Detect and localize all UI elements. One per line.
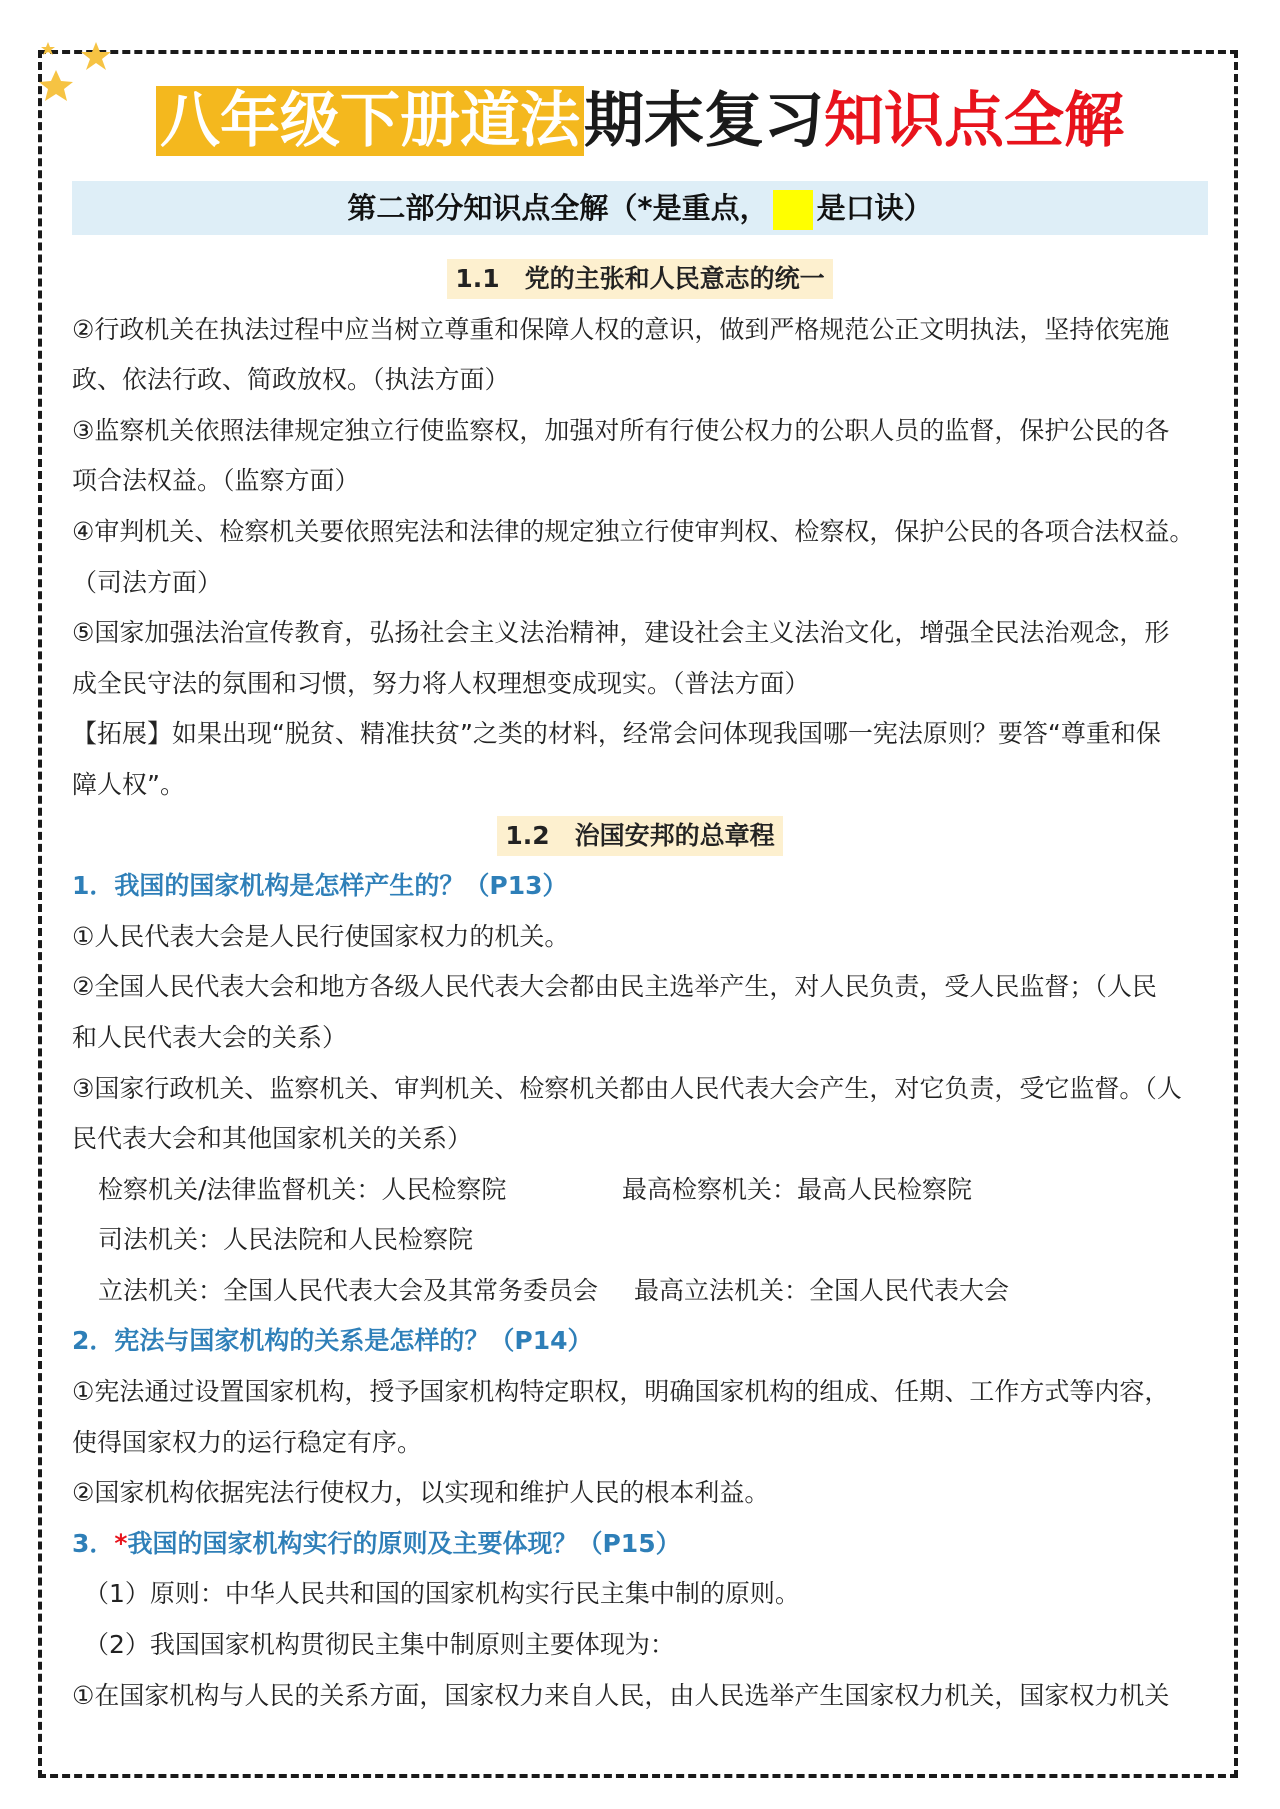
organ-item: 最高检察机关：最高人民检察院 (622, 1174, 973, 1204)
section-heading: 1.2 治国安邦的总章程 (72, 811, 1208, 862)
question-title: 3．*我国的国家机构实行的原则及主要体现？（P15） (72, 1528, 681, 1558)
paragraph-line: ③监察机关依照法律规定独立行使监察权，加强对所有行使公权力的公职人员的监督，保护公民的各 (72, 415, 1170, 445)
part-banner (72, 181, 1208, 235)
paragraph-line: （司法方面） (72, 567, 223, 597)
title-red-part: 知识点全解 (824, 86, 1124, 156)
page-title (0, 76, 1280, 166)
paragraph-line: 成全民守法的氛围和习惯，努力将人权理想变成现实。（普法方面） (72, 668, 810, 698)
organ-item: 检察机关/法律监督机关：人民检察院 (98, 1174, 507, 1204)
organ-item: 最高立法机关：全国人民代表大会 (634, 1275, 1010, 1305)
paragraph-line: ③国家行政机关、监察机关、审判机关、检察机关都由人民代表大会产生，对它负责，受它监督。（人 (72, 1073, 1182, 1103)
question-title: 2．宪法与国家机构的关系是怎样的？（P14） (72, 1326, 593, 1356)
organ-row (72, 1266, 1208, 1317)
paragraph-line: ②国家机构依据宪法行使权力，以实现和维护人民的根本利益。 (72, 1478, 770, 1508)
paragraph-line: ②行政机关在执法过程中应当树立尊重和保障人权的意识，做到严格规范公正文明执法，坚持依宪施 (72, 314, 1170, 344)
organ-item: 立法机关：全国人民代表大会及其常务委员会 (98, 1275, 599, 1305)
paragraph-line: 民代表大会和其他国家机关的关系） (72, 1124, 473, 1154)
paragraph-line: ①在国家机构与人民的关系方面，国家权力来自人民，由人民选举产生国家权力机关，国家权力机关 (72, 1680, 1170, 1710)
paragraph-line: ②全国人民代表大会和地方各级人民代表大会都由民主选举产生，对人民负责，受人民监督；（人民 (72, 972, 1157, 1002)
organ-row (72, 1215, 1208, 1266)
paragraph-line: 和人民代表大会的关系） (72, 1022, 348, 1052)
organ-item: 司法机关：人民法院和人民检察院 (98, 1225, 474, 1255)
paragraph-line: 使得国家权力的运行稳定有序。 (72, 1427, 423, 1457)
paragraph-line: 障人权”。 (72, 769, 185, 799)
paragraph-line: ⑤国家加强法治宣传教育，弘扬社会主义法治精神，建设社会主义法治文化，增强全民法治观念，形 (72, 618, 1170, 648)
paragraph-line: 【拓展】如果出现“脱贫、精准扶贫”之类的材料，经常会问体现我国哪一宪法原则？要答“尊重和保 (72, 719, 1161, 749)
section-heading: 1.1 党的主张和人民意志的统一 (72, 254, 1208, 305)
paragraph-line: ①宪法通过设置国家机构，授予国家机构特定职权，明确国家机构的组成、任期、工作方式等内容， (72, 1377, 1170, 1407)
paragraph-line: （1）原则：中华人民共和国的国家机构实行民主集中制的原则。 (84, 1579, 800, 1609)
document-body (72, 254, 1208, 1721)
key-point-star: * (114, 1528, 128, 1558)
banner-text-after: 是口诀） (816, 191, 933, 225)
yellow-legend-swatch (773, 190, 813, 230)
organ-row (72, 1165, 1208, 1216)
paragraph-line: （2）我国国家机构贯彻民主集中制原则主要体现为： (84, 1630, 675, 1660)
title-highlight-part: 八年级下册道法 (156, 86, 584, 156)
question-title: 1．我国的国家机构是怎样产生的？（P13） (72, 871, 568, 901)
paragraph-line: 项合法权益。（监察方面） (72, 466, 360, 496)
paragraph-line: ④审判机关、检察机关要依照宪法和法律的规定独立行使审判权、检察权，保护公民的各项合法权益。 (72, 516, 1195, 546)
paragraph-line: 政、依法行政、简政放权。（执法方面） (72, 365, 510, 395)
title-black-part: 期末复习 (584, 86, 824, 156)
banner-text-before: 第二部分知识点全解（*是重点， (347, 191, 769, 225)
paragraph-line: ①人民代表大会是人民行使国家权力的机关。 (72, 921, 570, 951)
